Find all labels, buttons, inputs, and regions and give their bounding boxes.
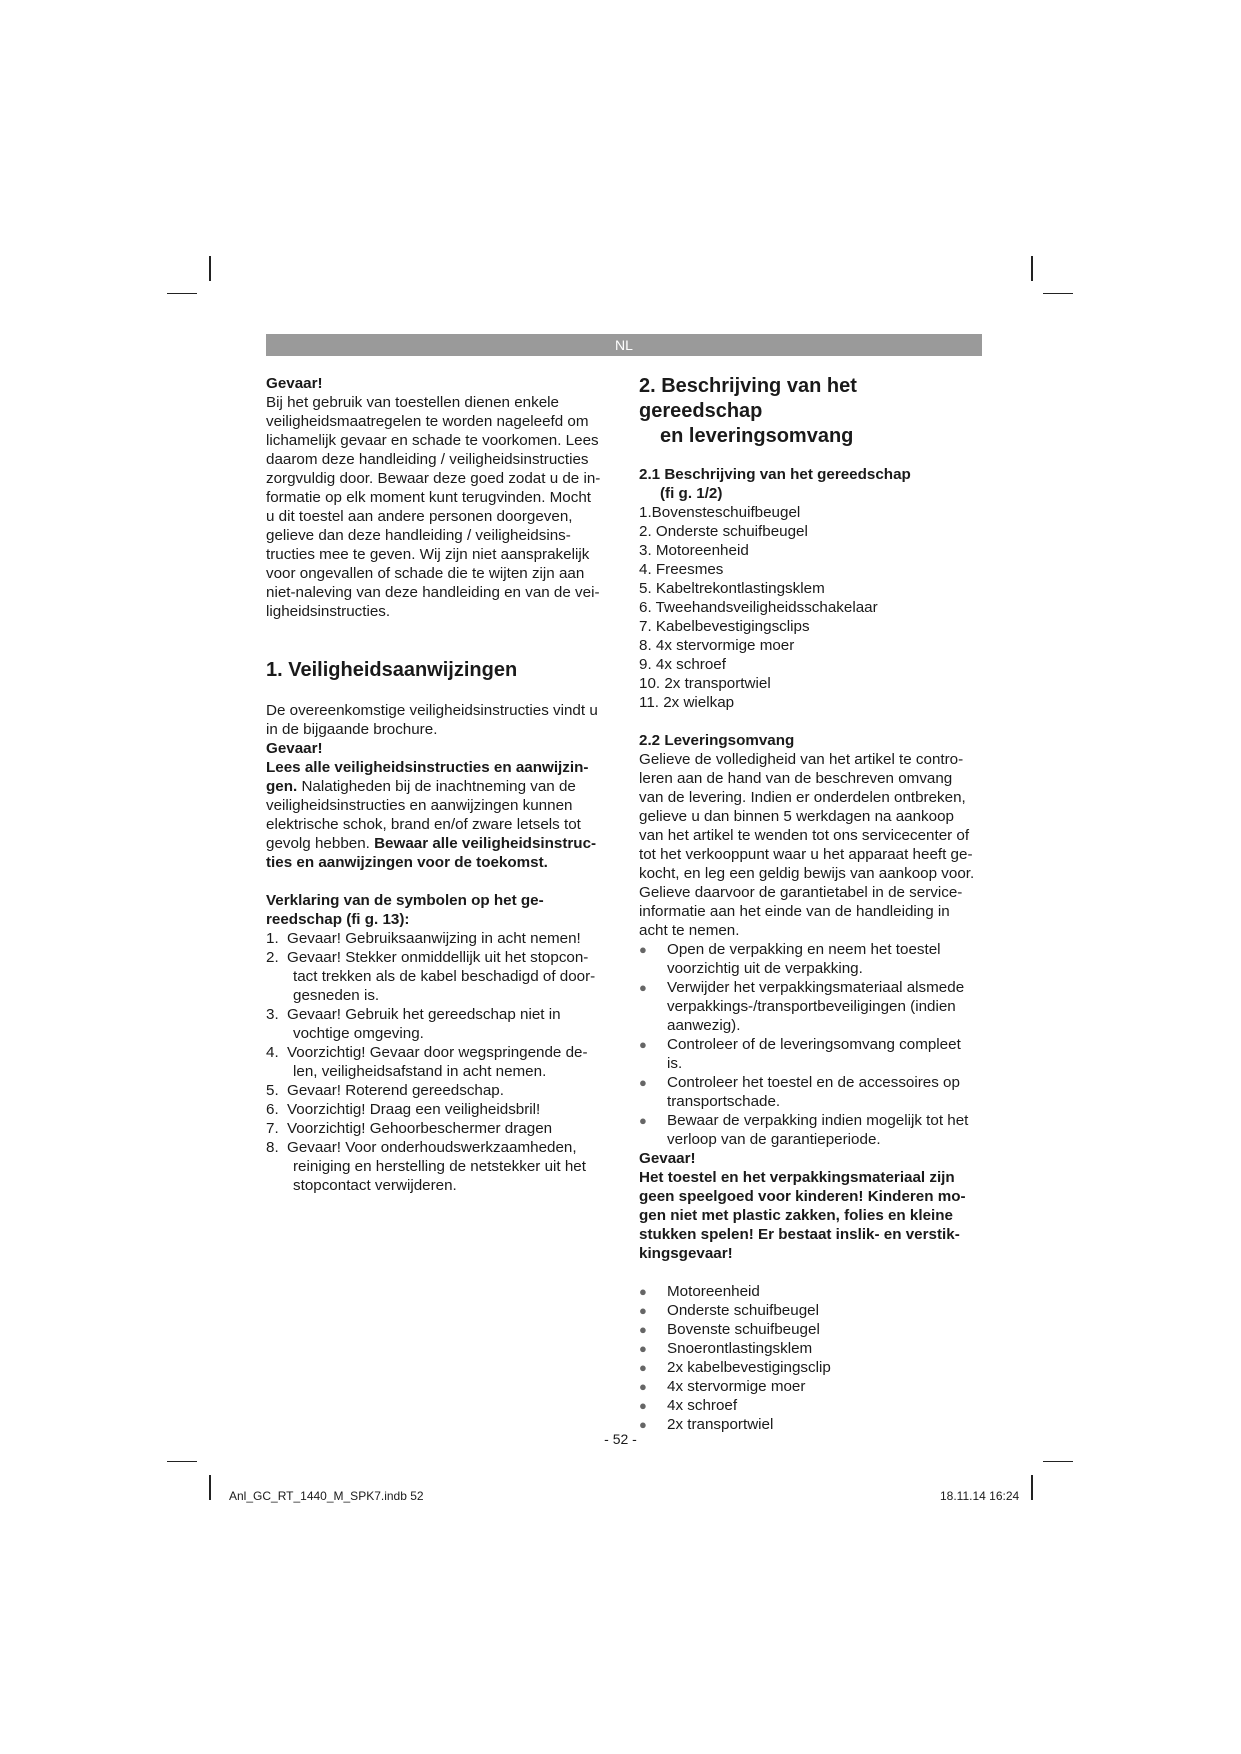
symbols-list: [266, 929, 618, 1195]
text-line: verpakkings-/transportbeveiligingen (indien: [667, 998, 956, 1015]
list-item: [639, 940, 983, 978]
text-line: van de levering. Indien er onderdelen ontbreken,: [639, 789, 966, 806]
text-line: vochtige omgeving.: [293, 1025, 424, 1042]
list-item: [639, 1111, 983, 1149]
text-line: Motoreenheid: [667, 1283, 760, 1300]
text-line: Voorzichtig! Gevaar door wegspringende de-: [287, 1044, 588, 1061]
text-span: Bewaar alle veiligheidsinstruc-: [374, 835, 597, 852]
list-item: [639, 1358, 983, 1377]
list-item: [639, 978, 983, 1035]
text-line: veiligheidsmaatregelen te worden nageleefd om: [266, 413, 589, 430]
text-line: Verklaring van de symbolen op het ge-: [266, 892, 544, 909]
list-item: [639, 1396, 983, 1415]
section-1-title: 1. Veiligheidsaanwijzingen: [266, 659, 518, 681]
list-item: 7. Kabelbevestigingsclips: [639, 618, 810, 635]
symbols-heading: [266, 891, 618, 929]
warning-paragraph: [266, 393, 618, 621]
text-line: reiniging en herstelling de netstekker uit het: [293, 1158, 586, 1175]
text-line: Het toestel en het verpakkingsmateriaal zijn: [639, 1169, 955, 1186]
text-line: tot het verkooppunt waar u het apparaat heeft ge-: [639, 846, 973, 863]
text-span: Nalatigheden bij de inachtneming van de: [297, 778, 576, 795]
text-line: Open de verpakking en neem het toestel: [667, 941, 941, 958]
text-line: 4x stervormige moer: [667, 1378, 806, 1395]
text-line: aanwezig).: [667, 1017, 741, 1034]
bullet-icon: ●: [639, 980, 647, 995]
text-line: leren aan de hand van de beschreven omvang: [639, 770, 953, 787]
text-line: gen niet met plastic zakken, folies en kleine: [639, 1207, 953, 1224]
list-item: [639, 1339, 983, 1358]
title-line: 2. Beschrijving van het gereedschap: [639, 375, 857, 422]
item-number: 6.: [266, 1101, 279, 1118]
text-line: niet-naleving van deze handleiding en van de vei-: [266, 584, 600, 601]
delivery-paragraph: [639, 750, 983, 940]
list-item: 8. 4x stervormige moer: [639, 637, 795, 654]
list-item: [266, 1100, 618, 1119]
bullet-icon: ●: [639, 1322, 647, 1337]
list-item: [266, 1081, 618, 1100]
list-item: [639, 1073, 983, 1111]
list-item: 2. Onderste schuifbeugel: [639, 523, 808, 540]
language-header-bar: [266, 334, 982, 356]
bullet-icon: ●: [639, 1341, 647, 1356]
crop-mark: [167, 293, 197, 294]
text-line: formatie op elk moment kunt terugvinden. Mocht: [266, 489, 592, 506]
text-line: Gelieve de volledigheid van het artikel te contro-: [639, 751, 964, 768]
text-line: van het artikel te wenden tot ons servicecenter of: [639, 827, 970, 844]
bullet-icon: ●: [639, 1398, 647, 1413]
text-line: Voorzichtig! Gehoorbeschermer dragen: [287, 1120, 553, 1137]
list-item: 10. 2x transportwiel: [639, 675, 771, 692]
left-column: [266, 374, 618, 1195]
footer-timestamp: 18.11.14 16:24: [940, 1489, 1020, 1503]
text-line: gelieve dan deze handleiding / veiligheidsins-: [266, 527, 571, 544]
list-item: [266, 948, 618, 1005]
item-number: 8.: [266, 1139, 279, 1156]
delivery-contents-list: [639, 1282, 983, 1434]
text-line: Lees alle veiligheidsinstructies en aanwijzin-: [266, 759, 589, 776]
text-line: Bij het gebruik van toestellen dienen enkele: [266, 394, 559, 411]
warning-instructions: [266, 758, 618, 872]
text-line: u dit toestel aan andere personen doorgeven,: [266, 508, 573, 525]
warning-title: Gevaar!: [266, 740, 323, 757]
text-span: gevolg hebben.: [266, 835, 375, 852]
text-line: Bewaar de verpakking indien mogelijk tot het: [667, 1112, 969, 1129]
list-item: 1.Bovensteschuifbeugel: [639, 504, 801, 521]
footer-filename: Anl_GC_RT_1440_M_SPK7.indb 52: [229, 1489, 424, 1503]
text-line: 4x schroef: [667, 1397, 738, 1414]
warning-title: Gevaar!: [639, 1150, 696, 1167]
text-line: gelieve u dan binnen 5 werkdagen na aankoop: [639, 808, 954, 825]
bullet-icon: ●: [639, 1037, 647, 1052]
child-safety-warning: [639, 1168, 983, 1263]
text-line: ligheidsinstructies.: [266, 603, 391, 620]
subsection-2-1-title: [639, 465, 983, 503]
warning-title: Gevaar!: [266, 375, 323, 392]
crop-mark: [1031, 256, 1033, 281]
crop-mark: [167, 1461, 197, 1462]
text-line: Verwijder het verpakkingsmateriaal alsmede: [667, 979, 965, 996]
text-line: kingsgevaar!: [639, 1245, 733, 1262]
list-item: [639, 1035, 983, 1073]
text-line: informatie aan het einde van de handleiding in: [639, 903, 950, 920]
text-line: voorzichtig uit de verpakking.: [667, 960, 863, 977]
bullet-icon: ●: [639, 1303, 647, 1318]
text-line: gesneden is.: [293, 987, 380, 1004]
list-item: [266, 929, 618, 948]
title-line: (fi g. 1/2): [660, 485, 723, 502]
list-item: 6. Tweehandsveiligheidsschakelaar: [639, 599, 878, 616]
item-number: 5.: [266, 1082, 279, 1099]
text-line: stukken spelen! Er bestaat inslik- en verstik-: [639, 1226, 960, 1243]
text-line: Snoerontlastingsklem: [667, 1340, 813, 1357]
text-line: acht te nemen.: [639, 922, 740, 939]
text-line: Gevaar! Gebruiksaanwijzing in acht nemen!: [287, 930, 581, 947]
text-line: verloop van de garantieperiode.: [667, 1131, 881, 1148]
list-item: [639, 1320, 983, 1339]
item-number: 1.: [266, 930, 279, 947]
text-line: kocht, en leg een geldig bewijs van aankoop voor.: [639, 865, 975, 882]
crop-mark: [1043, 1461, 1073, 1462]
list-item: [266, 1005, 618, 1043]
bullet-icon: ●: [639, 1379, 647, 1394]
list-item: 9. 4x schroef: [639, 656, 726, 673]
intro-paragraph: [266, 701, 618, 739]
list-item: 4. Freesmes: [639, 561, 724, 578]
crop-mark: [209, 1475, 211, 1500]
unpacking-steps-list: [639, 940, 983, 1149]
text-line: Gevaar! Gebruik het gereedschap niet in: [287, 1006, 561, 1023]
page-number: - 52 -: [604, 1431, 637, 1447]
text-line: len, veiligheidsafstand in acht nemen.: [293, 1063, 547, 1080]
crop-mark: [1043, 293, 1073, 294]
text-line: Controleer of de leveringsomvang compleet: [667, 1036, 961, 1053]
text-line: Controleer het toestel en de accessoires op: [667, 1074, 960, 1091]
parts-list: [639, 503, 983, 712]
text-line: Gevaar! Voor onderhoudswerkzaamheden,: [287, 1139, 577, 1156]
crop-mark: [1031, 1475, 1033, 1500]
crop-mark: [209, 256, 211, 281]
subsection-2-2-title: 2.2 Leveringsomvang: [639, 732, 795, 749]
list-item: [266, 1043, 618, 1081]
title-line: 2.1 Beschrijving van het gereedschap: [639, 466, 911, 483]
text-line: Gevaar! Roterend gereedschap.: [287, 1082, 504, 1099]
language-label: NL: [615, 337, 633, 353]
item-number: 4.: [266, 1044, 279, 1061]
text-line: lichamelijk gevaar en schade te voorkomen. Lees: [266, 432, 599, 449]
bullet-icon: ●: [639, 1360, 647, 1375]
text-line: Bovenste schuifbeugel: [667, 1321, 820, 1338]
list-item: [639, 1301, 983, 1320]
text-line: De overeenkomstige veiligheidsinstructies vindt u: [266, 702, 598, 719]
bullet-icon: ●: [639, 1417, 647, 1432]
text-line: is.: [667, 1055, 683, 1072]
text-line: 2x transportwiel: [667, 1416, 774, 1433]
section-2-title: [639, 374, 983, 449]
item-number: 3.: [266, 1006, 279, 1023]
text-line: reedschap (fi g. 13):: [266, 911, 410, 928]
text-line: tructies mee te geven. Wij zijn niet aansprakelijk: [266, 546, 590, 563]
text-line: transportschade.: [667, 1093, 781, 1110]
text-line: daarom deze handleiding / veiligheidsinstructies: [266, 451, 589, 468]
list-item: [266, 1138, 618, 1195]
list-item: 3. Motoreenheid: [639, 542, 749, 559]
text-line: ties en aanwijzingen voor de toekomst.: [266, 854, 548, 871]
title-line: en leveringsomvang: [660, 425, 854, 447]
list-item: 11. 2x wielkap: [639, 694, 735, 711]
text-line: elektrische schok, brand en/of zware letsels tot: [266, 816, 581, 833]
list-item: [639, 1282, 983, 1301]
text-line: Onderste schuifbeugel: [667, 1302, 819, 1319]
list-item: [639, 1377, 983, 1396]
text-line: 2x kabelbevestigingsclip: [667, 1359, 831, 1376]
text-line: in de bijgaande brochure.: [266, 721, 438, 738]
text-line: Gelieve daarvoor de garantietabel in de service-: [639, 884, 963, 901]
list-item: [266, 1119, 618, 1138]
text-span: gen.: [266, 778, 298, 795]
text-line: stopcontact verwijderen.: [293, 1177, 457, 1194]
text-line: voor ongevallen of schade die te wijten zijn aan: [266, 565, 585, 582]
item-number: 7.: [266, 1120, 279, 1137]
bullet-icon: ●: [639, 942, 647, 957]
bullet-icon: ●: [639, 1113, 647, 1128]
text-line: tact trekken als de kabel beschadigd of door-: [293, 968, 596, 985]
bullet-icon: ●: [639, 1075, 647, 1090]
text-line: Voorzichtig! Draag een veiligheidsbril!: [287, 1101, 541, 1118]
list-item: 5. Kabeltrekontlastingsklem: [639, 580, 825, 597]
text-line: zorgvuldig door. Bewaar deze goed zodat u de in-: [266, 470, 601, 487]
text-line: Gevaar! Stekker onmiddellijk uit het stopcon-: [287, 949, 589, 966]
text-line: geen speelgoed voor kinderen! Kinderen mo-: [639, 1188, 966, 1205]
right-column: [639, 374, 983, 1434]
text-line: veiligheidsinstructies en aanwijzingen kunnen: [266, 797, 573, 814]
bullet-icon: ●: [639, 1284, 647, 1299]
item-number: 2.: [266, 949, 279, 966]
